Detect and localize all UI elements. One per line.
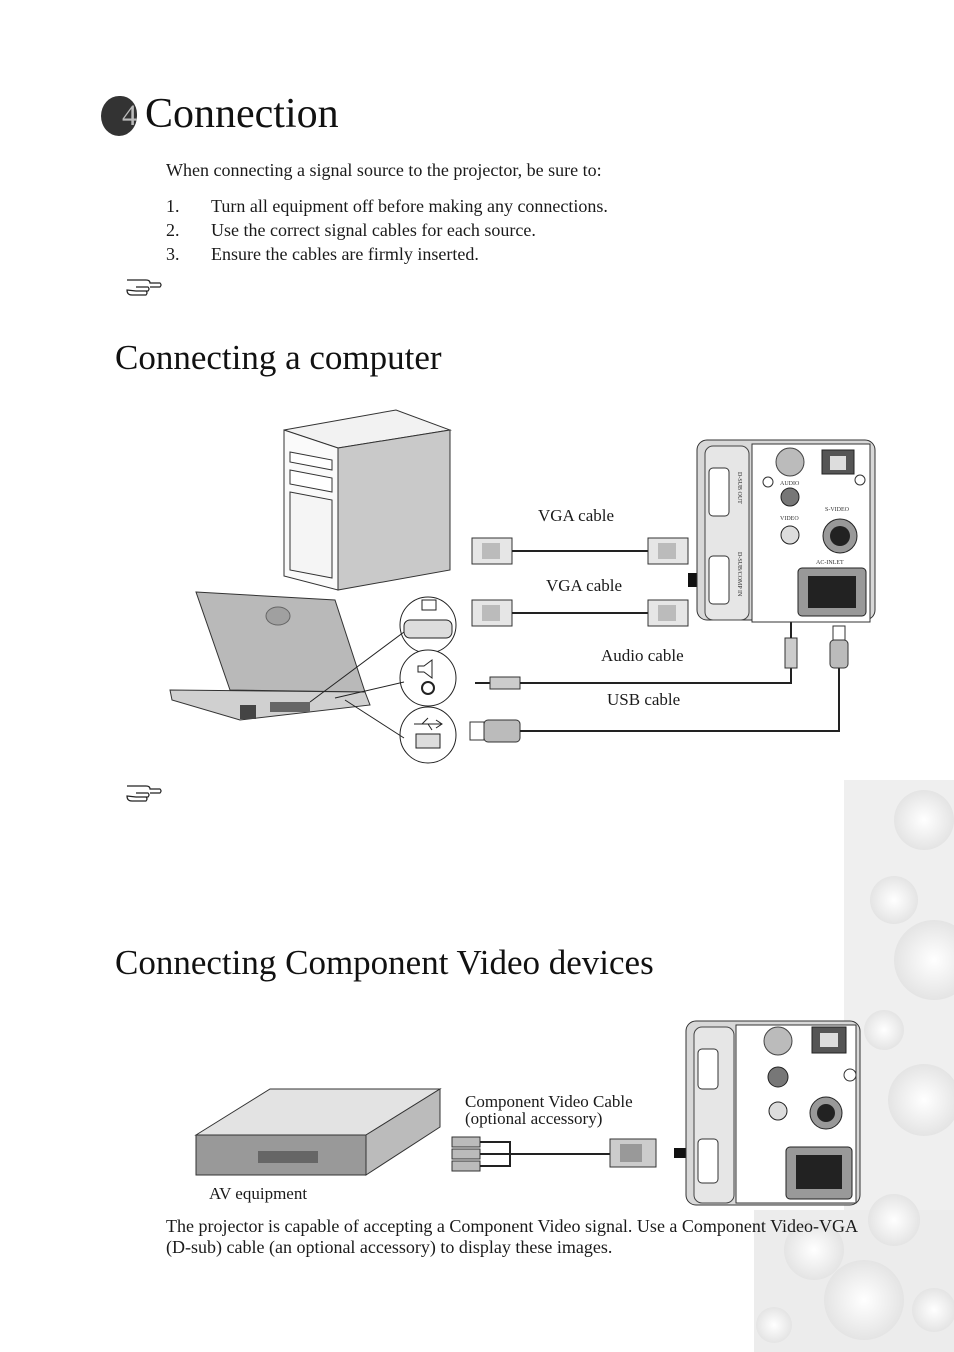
usb-cable-label: USB cable [607, 690, 681, 709]
vga-cable-2 [472, 600, 688, 626]
vga-cable-label-2: VGA cable [546, 576, 623, 595]
av-equipment-device [196, 1089, 440, 1175]
projector-io-panel-2 [686, 1021, 860, 1205]
projector-io-panel [697, 440, 875, 622]
component-cable-label: Component Video Cable (optional accessory) [465, 1092, 633, 1128]
monitor-port-icon [400, 597, 456, 653]
audio-cable-label: Audio cable [601, 646, 684, 665]
desktop-tower [284, 410, 450, 590]
section-title-component: Connecting Component Video devices [115, 943, 654, 982]
hand-pointer-note-icon [124, 780, 164, 806]
chapter-title: Connection [145, 91, 339, 137]
dsub-comp-in-label: D-SUB/COMP IN [736, 552, 742, 597]
list-item: 1. Turn all equipment off before making any connections. [166, 196, 608, 216]
computer-connection-diagram [160, 400, 880, 770]
av-equipment-label: AV equipment [209, 1184, 308, 1203]
list-item: 3. Ensure the cables are firmly inserted. [166, 244, 479, 264]
chapter-number: 4 [122, 99, 137, 132]
svideo-port-label: S-VIDEO [825, 507, 849, 513]
intro-text: When connecting a signal source to the projector, be sure to: [166, 160, 602, 180]
dsub-out-label: D-SUB OUT [736, 472, 742, 504]
steps-list [166, 194, 608, 266]
vga-cable-label-1: VGA cable [538, 506, 615, 525]
hand-pointer-note-icon [124, 274, 164, 300]
ac-inlet-label: AC-INLET [816, 560, 844, 566]
laptop [170, 592, 370, 720]
section-title-computer: Connecting a computer [115, 338, 442, 377]
video-port-label: VIDEO [780, 516, 799, 522]
audio-port-label: AUDIO [780, 481, 800, 487]
speaker-port-icon [400, 650, 456, 706]
list-item: 2. Use the correct signal cables for each source. [166, 220, 536, 240]
chapter-number-badge [101, 96, 137, 136]
component-video-paragraph: The projector is capable of accepting a Component Video signal. Use a Component Video-VGA (D-sub) cable (an optional accessory) to display these images. [166, 1216, 857, 1257]
usb-port-icon [400, 707, 456, 763]
vga-cable-1 [472, 538, 688, 564]
component-video-cable [452, 1137, 656, 1171]
